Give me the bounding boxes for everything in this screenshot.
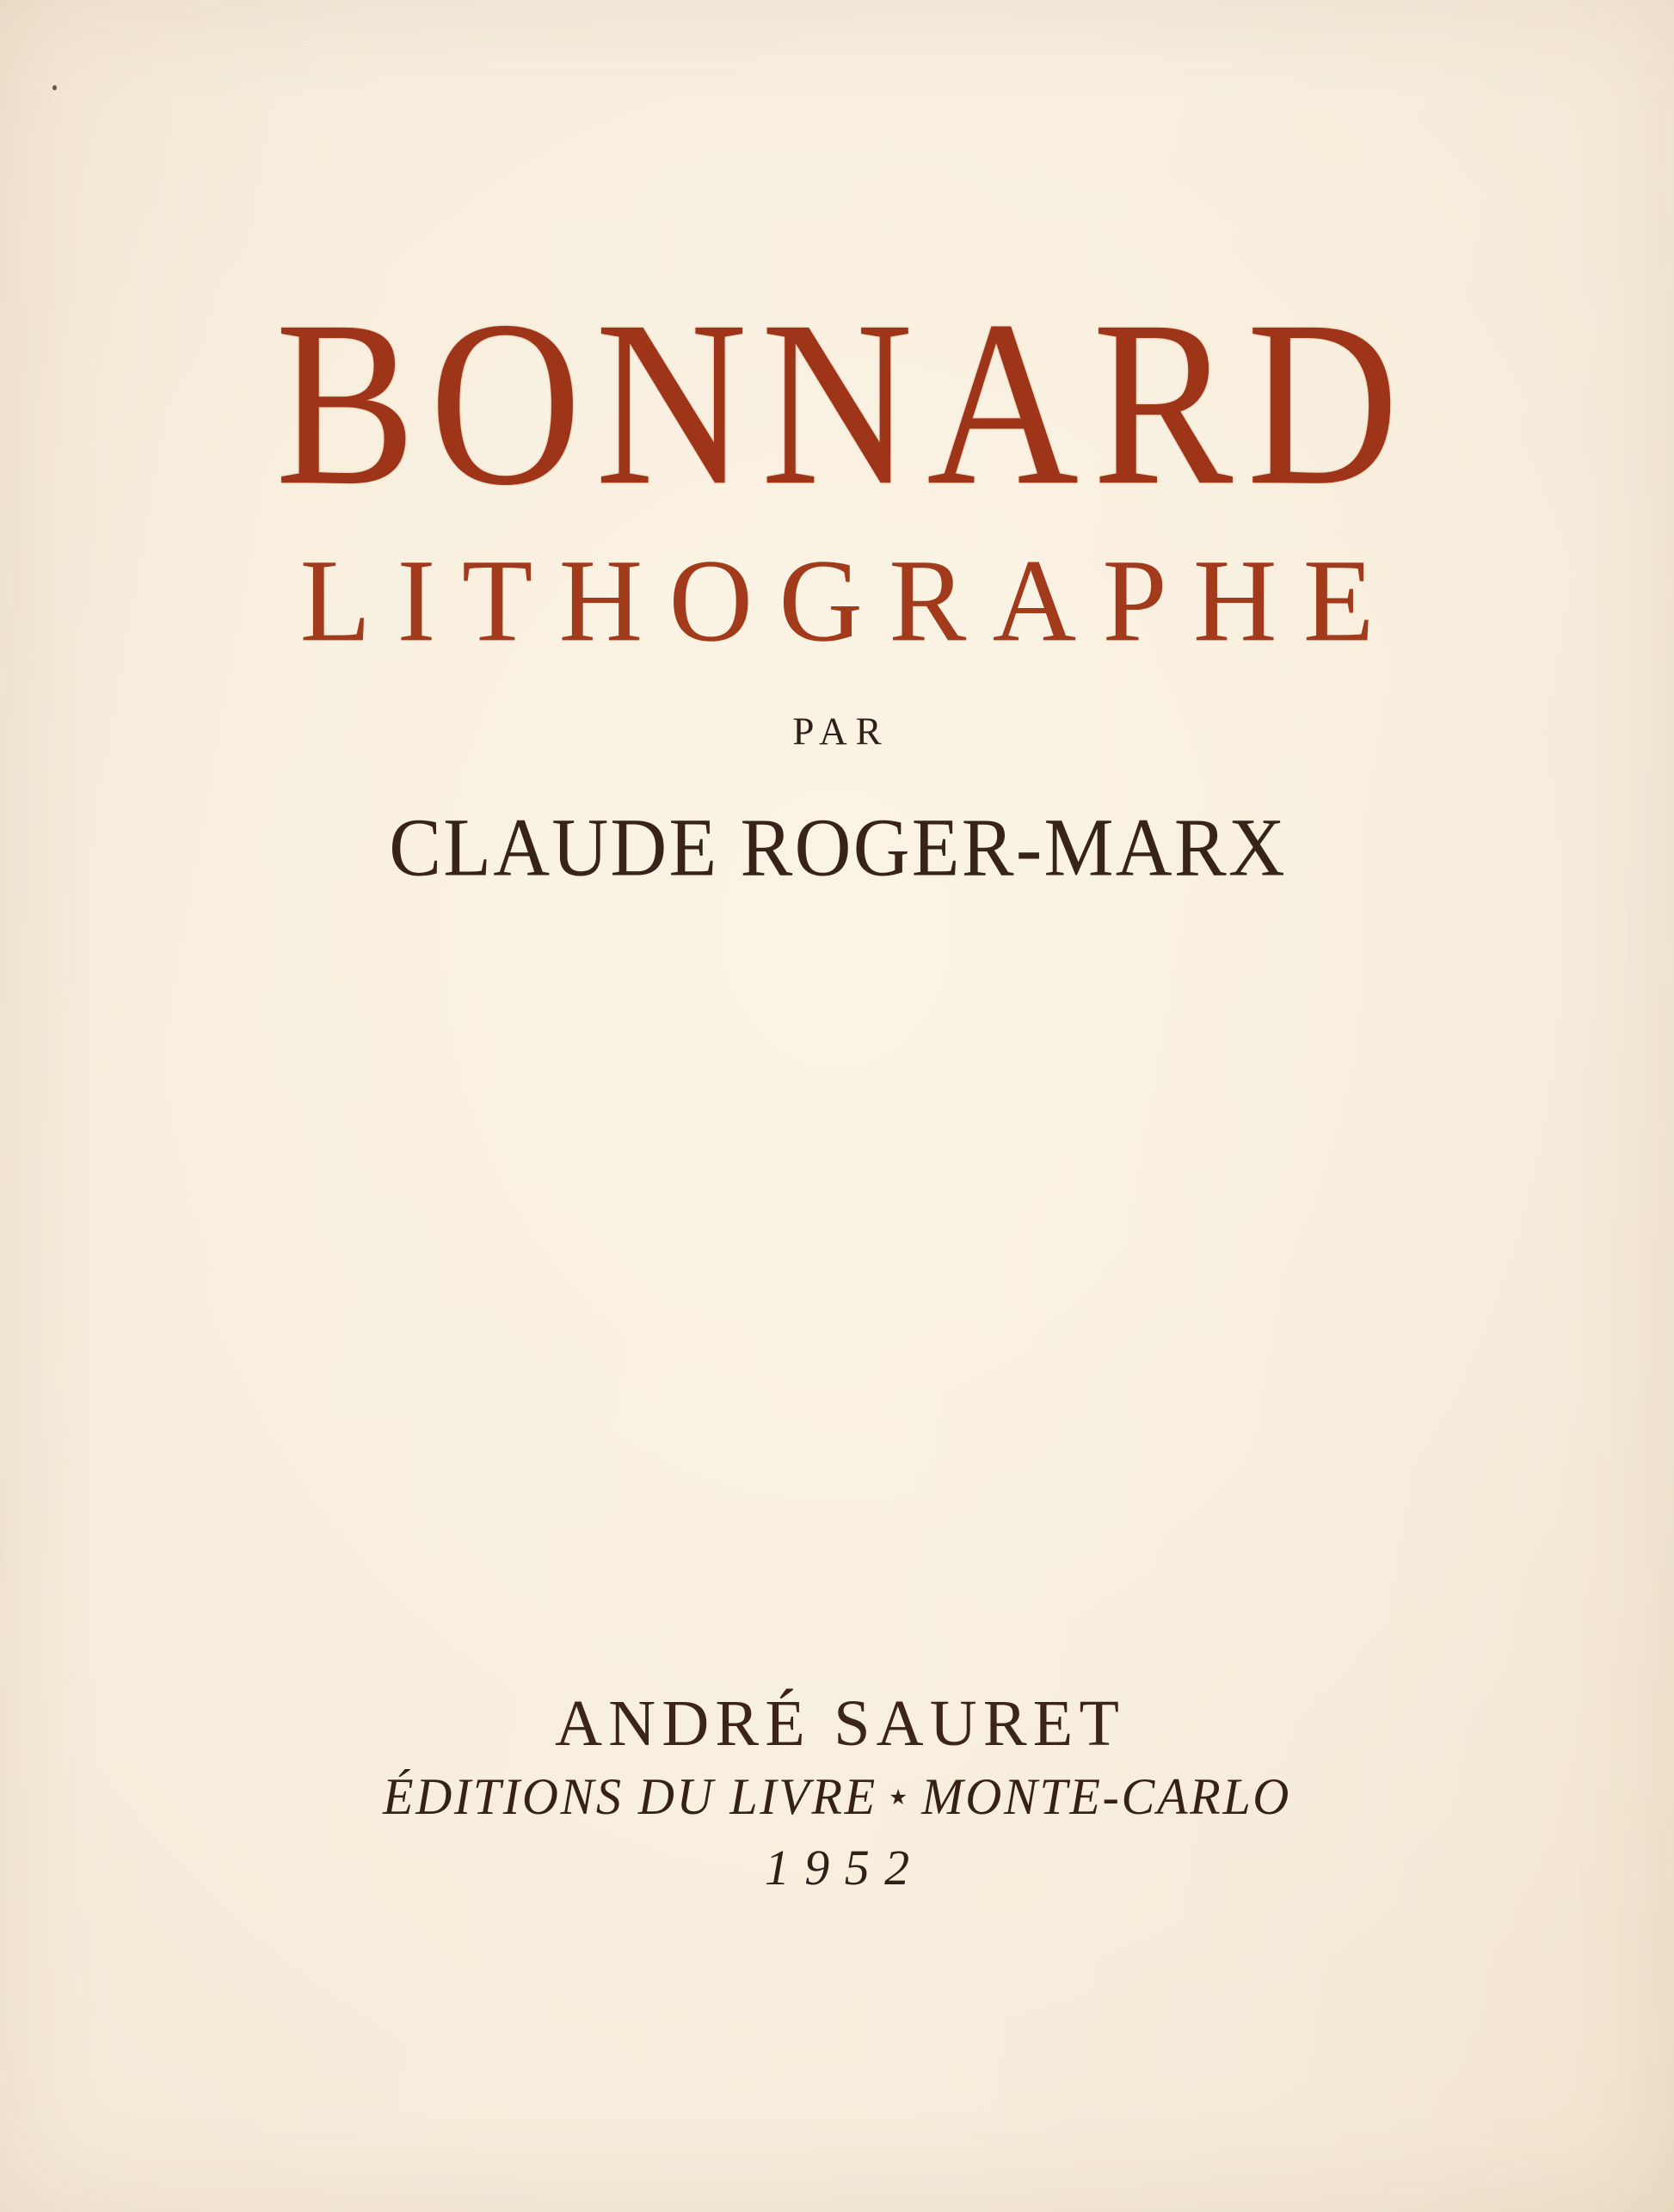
paper-speck bbox=[52, 85, 57, 90]
byline-prefix: PAR bbox=[792, 710, 890, 753]
imprint-editions: ÉDITIONS DU LIVRE bbox=[383, 1768, 877, 1825]
publisher-name: ANDRÉ SAURET bbox=[555, 1687, 1126, 1760]
imprint-line bbox=[383, 1768, 1291, 1825]
book-subtitle: LITHOGRAPHE bbox=[299, 536, 1400, 667]
imprint-city: MONTE-CARLO bbox=[921, 1768, 1291, 1825]
author-name: CLAUDE ROGER-MARX bbox=[389, 802, 1288, 894]
publication-year: 1952 bbox=[764, 1840, 925, 1896]
book-title: BONNARD bbox=[275, 273, 1412, 535]
star-icon: ★ bbox=[889, 1786, 910, 1810]
